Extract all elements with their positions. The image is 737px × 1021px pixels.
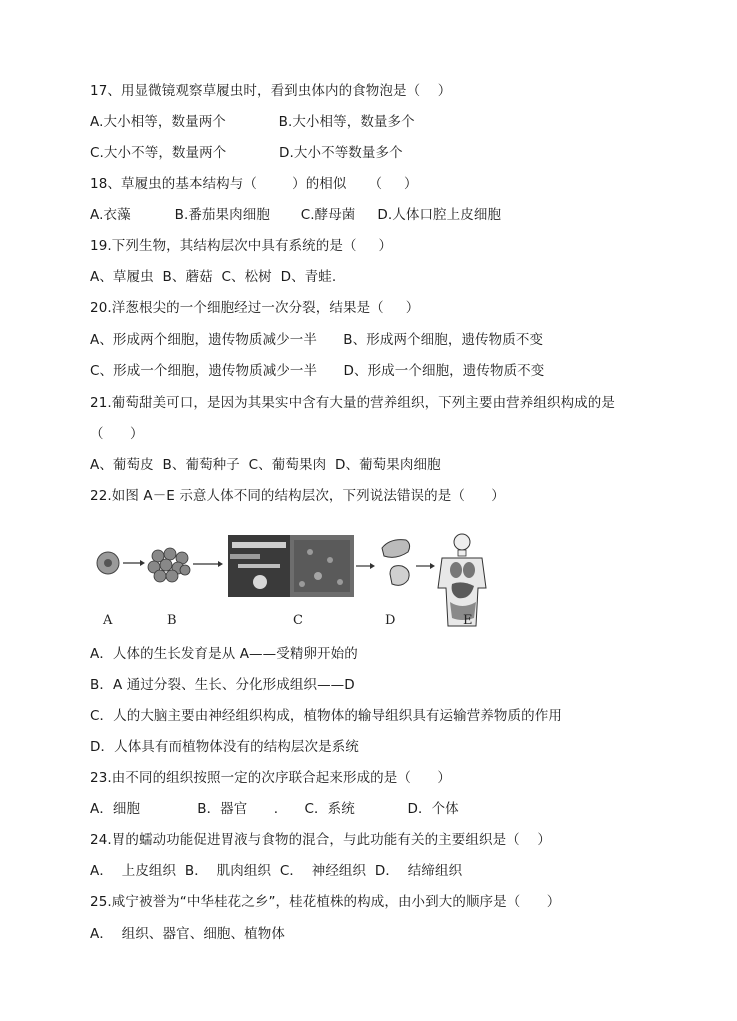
figure-c-tissues bbox=[228, 535, 354, 597]
figure-label-a: A bbox=[103, 613, 113, 628]
q17-stem: 17、用显微镜观察草履虫时，看到虫体内的食物泡是（ ） bbox=[90, 83, 452, 99]
figure-label-b: B bbox=[167, 613, 177, 628]
q25-stem: 25.咸宁被誉为“中华桂花之乡”，桂花植株的构成，由小到大的顺序是（ ） bbox=[90, 894, 561, 910]
q22-stem: 22.如图 A－E 示意人体不同的结构层次，下列说法错误的是（ ） bbox=[90, 488, 505, 504]
q18-stem: 18、草履虫的基本结构与（ ）的相似 （ ） bbox=[90, 176, 418, 192]
q23-options: A．细胞 B．器官 . C．系统 D．个体 bbox=[90, 801, 459, 817]
q17-options-ab: A.大小相等，数量两个 B.大小相等，数量多个 bbox=[90, 114, 415, 130]
q22-option-b: B．A 通过分裂、生长、分化形成组织——D bbox=[90, 677, 355, 693]
q19-stem: 19.下列生物，其结构层次中具有系统的是（ ） bbox=[90, 238, 393, 254]
q20-options-ab: A、形成两个细胞，遗传物质减少一半 B、形成两个细胞，遗传物质不变 bbox=[90, 332, 544, 348]
q22-option-a: A．人体的生长发育是从 A——受精卵开始的 bbox=[90, 646, 358, 662]
q19-options: A、草履虫 B、蘑菇 C、松树 D、青蛙. bbox=[90, 269, 337, 285]
q21-options: A、葡萄皮 B、葡萄种子 C、葡萄果肉 D、葡萄果肉细胞 bbox=[90, 457, 441, 473]
q21-stem: 21.葡萄甜美可口，是因为其果实中含有大量的营养组织，下列主要由营养组织构成的是 bbox=[90, 395, 615, 411]
figure-label-e: E bbox=[463, 613, 473, 628]
q23-stem: 23.由不同的组织按照一定的次序联合起来形成的是（ ） bbox=[90, 770, 451, 786]
q21-stem-continued: （ ） bbox=[90, 426, 144, 442]
q20-options-cd: C、形成一个细胞，遗传物质减少一半 D、形成一个细胞，遗传物质不变 bbox=[90, 363, 545, 379]
figure-label-c: C bbox=[293, 613, 303, 628]
figure-a-fertilized-egg bbox=[97, 552, 119, 574]
q24-options: A． 上皮组织 B． 肌肉组织 C． 神经组织 D． 结缔组织 bbox=[90, 863, 463, 879]
figure-d-organs bbox=[382, 540, 410, 586]
q22-option-c: C．人的大脑主要由神经组织构成，植物体的输导组织具有运输营养物质的作用 bbox=[90, 708, 562, 724]
q24-stem: 24.胃的蠕动功能促进胃液与食物的混合，与此功能有关的主要组织是（ ） bbox=[90, 832, 551, 848]
figure-label-d: D bbox=[385, 613, 396, 628]
figure-b-cell-cluster bbox=[148, 548, 190, 582]
q22-option-d: D．人体具有而植物体没有的结构层次是系统 bbox=[90, 739, 359, 755]
q20-stem: 20.洋葱根尖的一个细胞经过一次分裂，结果是（ ） bbox=[90, 300, 420, 316]
figure-e-human-body bbox=[438, 534, 486, 626]
q17-options-cd: C.大小不等，数量两个 D.大小不等数量多个 bbox=[90, 145, 403, 161]
q18-options: A.衣藻 B.番茄果肉细胞 C.酵母菌 D.人体口腔上皮细胞 bbox=[90, 207, 502, 223]
q25-option-a: A． 组织、器官、细胞、植物体 bbox=[90, 926, 285, 942]
